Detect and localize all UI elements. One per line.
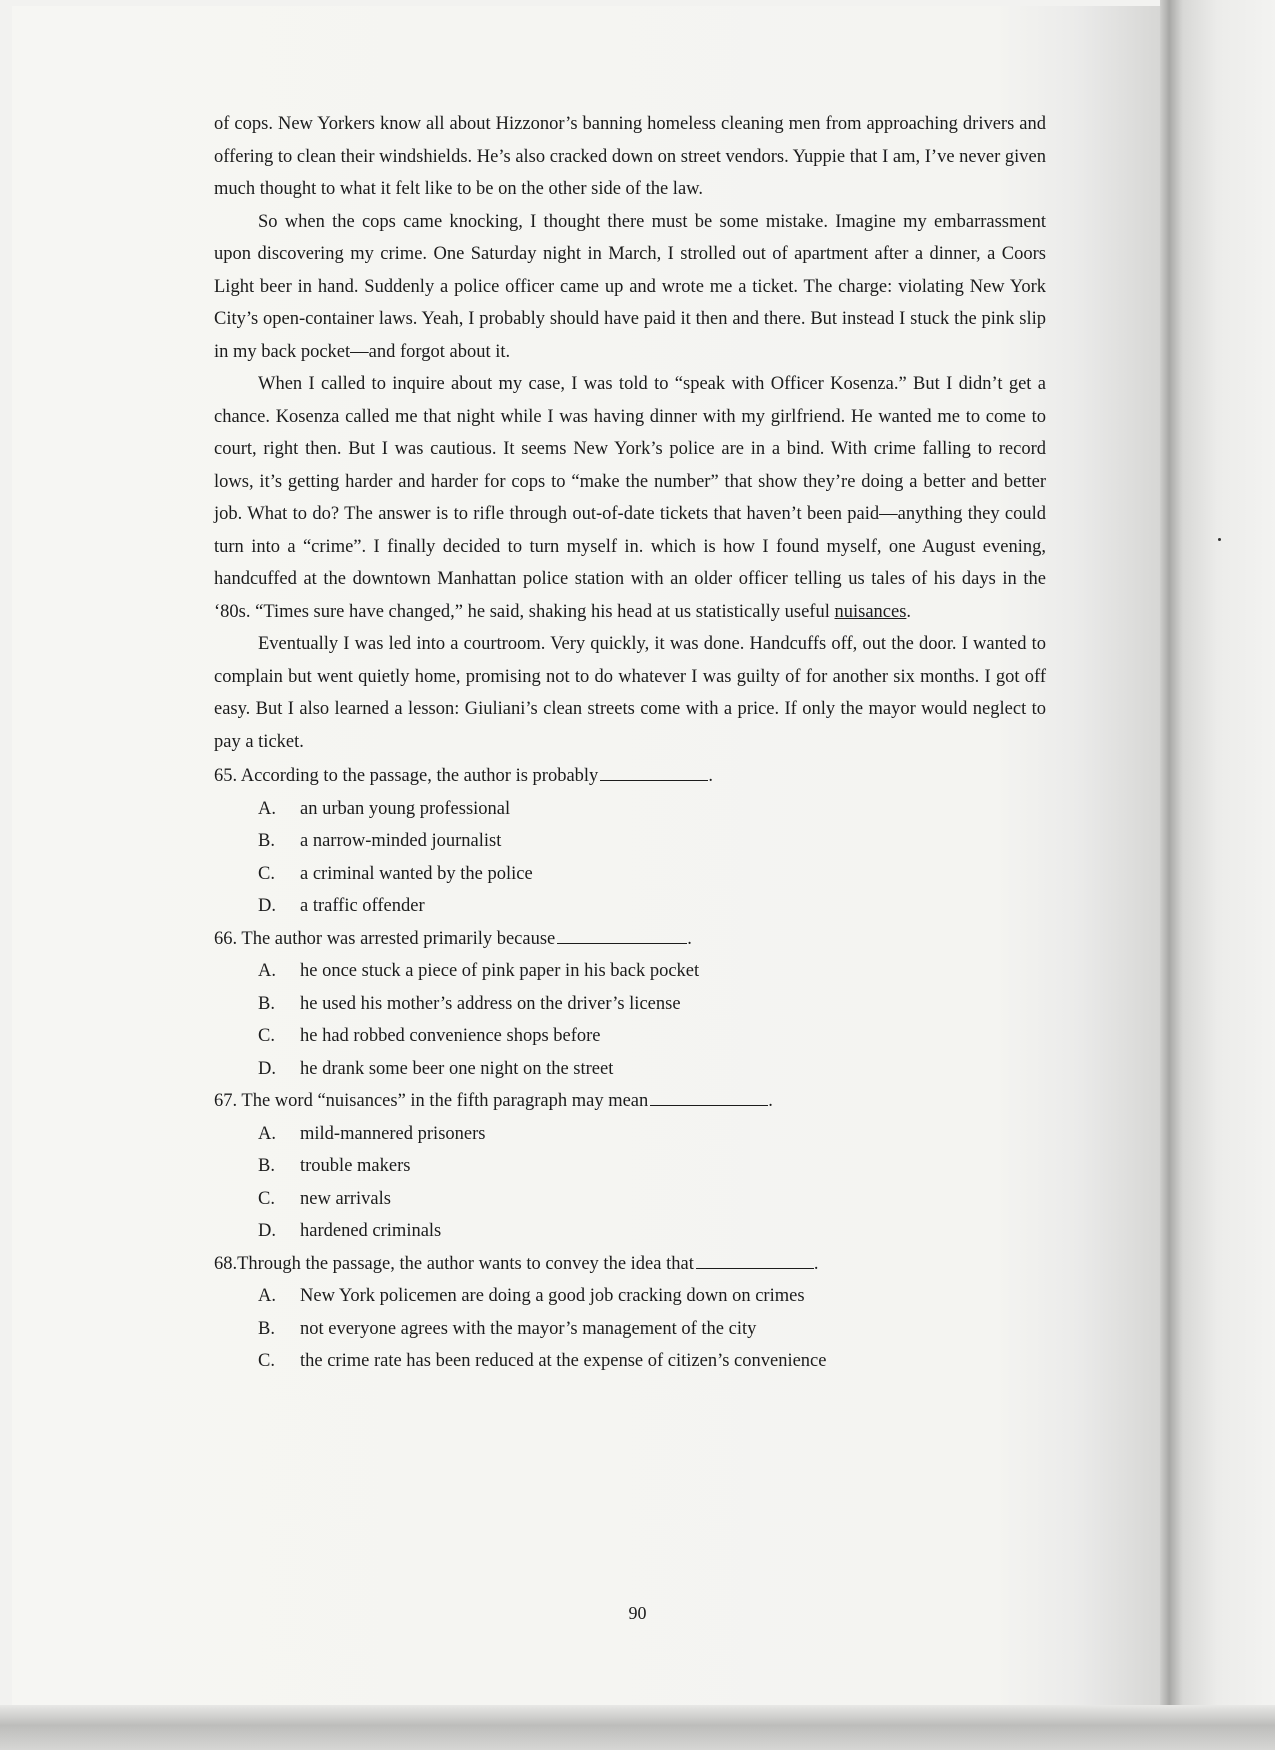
option-66-b	[258, 988, 1046, 1021]
option-text: a criminal wanted by the police	[300, 863, 533, 884]
option-letter: A.	[258, 1286, 276, 1306]
question-67-stem-text: 67. The word “nuisances” in the fifth paragraph may mean	[214, 1091, 649, 1111]
passage-paragraph-2: So when the cops came knocking, I thought there must be some mistake. Imagine my embarrassment upon discovering my crime. One Saturday night in March, I strolled out of apartment after a dinner, a Coors Light beer in hand. Suddenly a police officer came up and wrote me a ticket. The charge: violating New York City’s open-container laws. Yeah, I probably should have paid it then and there. But instead I stuck the pink slip in my back pocket—and forgot about it.	[214, 211, 1046, 362]
question-end: .	[813, 1253, 819, 1274]
option-letter: C.	[258, 1188, 275, 1209]
paragraph-3-end: .	[906, 601, 912, 622]
option-68-c	[258, 1345, 1046, 1378]
option-letter: C.	[258, 1026, 275, 1046]
question-end: .	[708, 766, 713, 786]
question-stem	[214, 1248, 1046, 1281]
passage-paragraph-3	[214, 368, 1046, 628]
option-65-b	[258, 825, 1046, 858]
passage-paragraph-1: of cops. New Yorkers know all about Hizzonor’s banning homeless cleaning men from approaching drivers and offering to clean their windshields. He’s also cracked down on street vendors. Yuppie that I am, I’ve never given much thought to what it felt like to be on the other side of the law.	[214, 114, 1046, 199]
option-text: trouble makers	[300, 1156, 411, 1176]
option-letter: A.	[258, 798, 276, 819]
option-65-d	[258, 890, 1046, 923]
option-text: he drank some beer one night on the street	[300, 1058, 614, 1079]
question-68-stem-text: 68.Through the passage, the author wants to convey the idea that	[214, 1253, 694, 1274]
question-stem	[214, 760, 1046, 793]
question-65	[214, 760, 1046, 923]
option-letter: A.	[258, 1123, 276, 1144]
page-content	[214, 108, 1046, 1378]
option-letter: B.	[258, 993, 275, 1014]
option-67-d	[258, 1215, 1046, 1248]
question-stem	[214, 923, 1046, 956]
question-end: .	[768, 1091, 773, 1111]
option-text: a narrow-minded journalist	[300, 831, 502, 851]
question-68	[214, 1248, 1046, 1378]
option-text: New York policemen are doing a good job cracking down on crimes	[300, 1286, 805, 1306]
option-text: not everyone agrees with the mayor’s management of the city	[300, 1318, 757, 1339]
option-66-a	[258, 955, 1046, 988]
option-letter: C.	[258, 863, 275, 884]
speck-mark	[1218, 538, 1221, 541]
option-65-a	[258, 793, 1046, 826]
option-letter: B.	[258, 1318, 275, 1339]
option-letter: C.	[258, 1351, 275, 1371]
passage-paragraph-4: Eventually I was led into a courtroom. Very quickly, it was done. Handcuffs off, out the door. I wanted to complain but went quietly home, promising not to do whatever I was guilty of for another six months. I got off easy. But I also learned a lesson: Giuliani’s clean streets come with a price. If only the mayor would neglect to pay a ticket.	[214, 634, 1046, 752]
option-text: mild-mannered prisoners	[300, 1123, 486, 1144]
binding-shadow	[1160, 0, 1275, 1750]
option-67-c	[258, 1183, 1046, 1216]
paragraph-3-text: When I called to inquire about my case, I was told to “speak with Officer Kosenza.” But I didn’t get a chance. Kosenza called me that night while I was having dinner with my girlfriend. He wanted me to come to court, right then. But I was cautious. It seems New York’s police are in a bind. With crime falling to record lows, it’s getting harder and harder for cops to “make the number” that show they’re doing a better and better job. What to do? The answer is to rifle through out-of-date tickets that haven’t been paid—anything they could turn into a “crime”. I finally decided to turn myself in. which is how I found myself, one August evening, handcuffed at the downtown Manhattan police station with an older officer telling us tales of his days in the ‘80s. “Times sure have changed,” he said, shaking his head at us statistically useful	[214, 374, 1046, 622]
reading-passage	[214, 108, 1046, 758]
bottom-edge-shadow	[0, 1705, 1275, 1750]
option-text: new arrivals	[300, 1188, 391, 1209]
option-letter: D.	[258, 896, 276, 916]
option-66-d	[258, 1053, 1046, 1086]
option-letter: A.	[258, 961, 276, 981]
option-text: he used his mother’s address on the driver’s license	[300, 993, 681, 1014]
answer-blank	[650, 1085, 768, 1106]
answer-blank	[557, 923, 687, 944]
option-text: he once stuck a piece of pink paper in his back pocket	[300, 961, 700, 981]
option-68-a	[258, 1280, 1046, 1313]
question-67	[214, 1085, 1046, 1248]
answer-blank	[696, 1248, 814, 1269]
option-letter: D.	[258, 1221, 276, 1241]
option-68-b	[258, 1313, 1046, 1346]
question-66	[214, 923, 1046, 1086]
option-text: a traffic offender	[300, 896, 425, 916]
option-text: hardened criminals	[300, 1221, 442, 1241]
question-list	[214, 760, 1046, 1378]
option-66-c	[258, 1020, 1046, 1053]
option-letter: B.	[258, 831, 275, 851]
question-end: .	[687, 928, 692, 949]
page-number: 90	[628, 1603, 647, 1623]
option-text: the crime rate has been reduced at the expense of citizen’s convenience	[300, 1351, 827, 1371]
option-text: he had robbed convenience shops before	[300, 1026, 601, 1046]
option-67-b	[258, 1150, 1046, 1183]
option-65-c	[258, 858, 1046, 891]
question-65-stem-text: 65. According to the passage, the author is probably	[214, 766, 599, 786]
answer-blank	[600, 760, 708, 781]
underlined-word-nuisances: nuisances	[834, 601, 907, 622]
option-letter: B.	[258, 1156, 275, 1176]
question-66-stem-text: 66. The author was arrested primarily because	[214, 928, 556, 949]
option-letter: D.	[258, 1058, 276, 1079]
option-67-a	[258, 1118, 1046, 1151]
option-text: an urban young professional	[300, 798, 511, 819]
question-stem	[214, 1085, 1046, 1118]
